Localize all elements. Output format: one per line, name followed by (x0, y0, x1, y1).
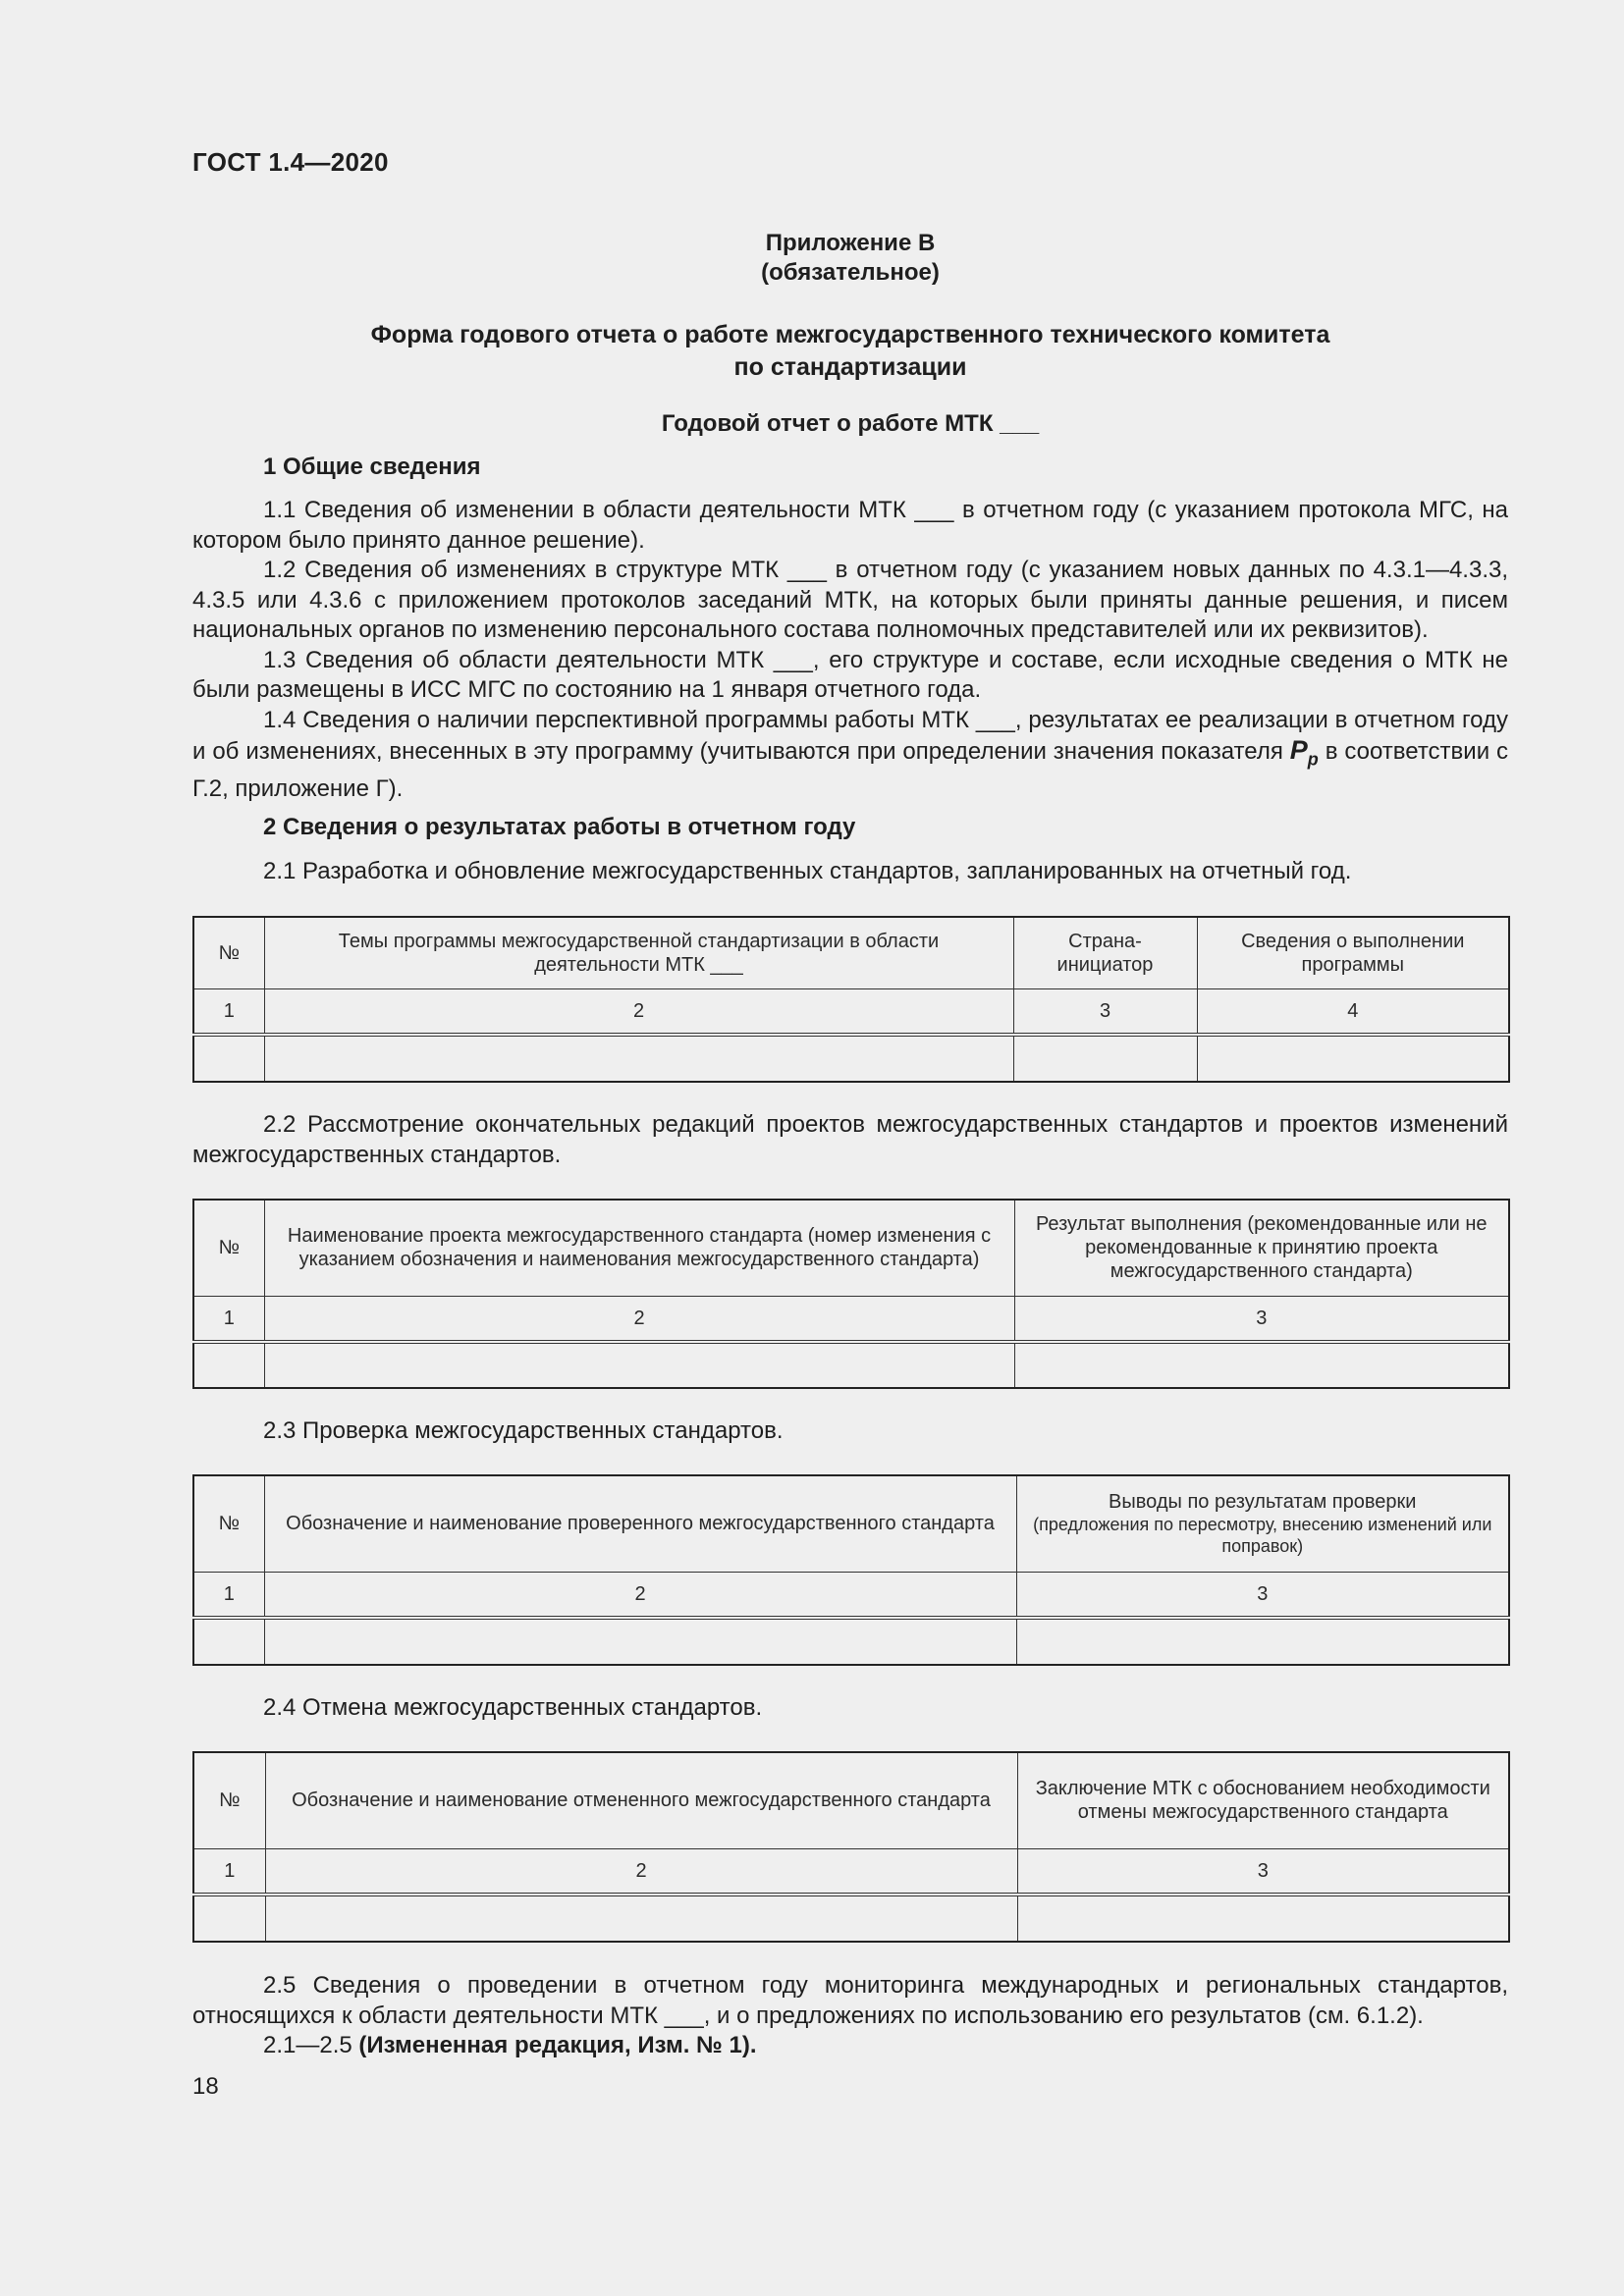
table-empty-cell (193, 1342, 264, 1388)
table-empty-cell (264, 1618, 1016, 1665)
table-header-cell: Заключение МТК с обоснованием необходимости отмены межгосударственного стандарта (1017, 1752, 1509, 1848)
table-header-cell: Страна-инициатор (1013, 917, 1197, 988)
indicator-p: P (1289, 735, 1308, 765)
table-header-cell: Темы программы межгосударственной стандартизации в области деятельности МТК ___ (264, 917, 1013, 988)
table-number-cell: 2 (264, 1572, 1016, 1618)
table-number-cell: 3 (1013, 988, 1197, 1035)
check-conclusions-title: Выводы по результатам проверки (1109, 1491, 1417, 1514)
section1-body (192, 496, 1508, 804)
table-empty-cell (1016, 1618, 1509, 1665)
document-header: ГОСТ 1.4—2020 (192, 147, 389, 177)
table-header-cell: № (193, 1475, 264, 1572)
table-header-cell: Сведения о выполнении программы (1197, 917, 1509, 988)
paragraph-1-4 (192, 706, 1508, 805)
table-number-row (193, 1296, 1509, 1342)
page-number: 18 (192, 2073, 219, 2100)
indicator-pp (1289, 735, 1319, 770)
table-header-cell: № (193, 1200, 264, 1296)
table-number-cell: 3 (1014, 1296, 1509, 1342)
table-draft-review (192, 1199, 1510, 1389)
table-empty-cell (265, 1895, 1017, 1942)
table-number-cell: 2 (264, 988, 1013, 1035)
paragraph-2-3: 2.3 Проверка межгосударственных стандартов. (263, 1417, 784, 1444)
table-number-cell: 2 (264, 1296, 1014, 1342)
table-header-row (193, 1475, 1509, 1572)
table-number-cell: 3 (1016, 1572, 1509, 1618)
table-empty-cell (1013, 1035, 1197, 1082)
paragraph-2-4: 2.4 Отмена межгосударственных стандартов. (263, 1694, 763, 1721)
table-number-row (193, 988, 1509, 1035)
indicator-p-sub: p (1307, 749, 1319, 770)
table-empty-row (193, 1895, 1509, 1942)
table-empty-cell (264, 1035, 1013, 1082)
table-header-cell: Результат выполнения (рекомендованные или не рекомендованные к принятию проекта межгосударственного стандарта) (1014, 1200, 1509, 1296)
section2-heading: 2 Сведения о результатах работы в отчетном году (263, 814, 856, 840)
section1-heading: 1 Общие сведения (263, 454, 481, 480)
table-number-cell: 1 (193, 1572, 264, 1618)
table-number-cell: 1 (193, 1296, 264, 1342)
form-title-line1: Форма годового отчета о работе межгосударственного технического комитета (370, 321, 1330, 348)
form-title-line2: по стандартизации (733, 353, 967, 381)
report-title: Годовой отчет о работе МТК ___ (661, 410, 1040, 437)
table-header-row (193, 917, 1509, 988)
table-number-cell: 3 (1017, 1848, 1509, 1895)
table-empty-cell (1197, 1035, 1509, 1082)
paragraph-2-5: 2.5 Сведения о проведении в отчетном году мониторинга международных и региональных стандартов, относящихся к области деятельности МТК ___, и о предложениях по использованию его результатов (см. 6.1.2). (192, 1972, 1508, 2029)
table-number-row (193, 1848, 1509, 1895)
table-number-cell: 1 (193, 988, 264, 1035)
table-empty-row (193, 1035, 1509, 1082)
paragraph-1-3: 1.3 Сведения об области деятельности МТК ___, его структуре и составе, если исходные сведения о МТК не были размещены в ИСС МГС по состоянию на 1 января отчетного года. (192, 646, 1508, 703)
appendix-note: (обязательное) (761, 259, 940, 286)
paragraph-2-2: 2.2 Рассмотрение окончательных редакций проектов межгосударственных стандартов и проектов изменений межгосударственных стандартов. (192, 1111, 1508, 1168)
table-standards-check (192, 1474, 1510, 1666)
table-number-cell: 4 (1197, 988, 1509, 1035)
table-header-cell: № (193, 1752, 265, 1848)
table-header-row (193, 1200, 1509, 1296)
table-empty-cell (264, 1342, 1014, 1388)
amendment-range: 2.1—2.5 (263, 2032, 359, 2058)
table-empty-cell (193, 1035, 264, 1082)
table-header-cell: № (193, 917, 264, 988)
table-number-cell: 2 (265, 1848, 1017, 1895)
table-header-row (193, 1752, 1509, 1848)
paragraph-1-4-text-a: 1.4 Сведения о наличии перспективной программы работы МТК ___, результатах ее реализации в отчетном году и об изменениях, внесенных в эту программу (учитываются при определении значения показателя (192, 706, 1508, 765)
table-program-topics (192, 916, 1510, 1083)
table-empty-cell (1014, 1342, 1509, 1388)
table-empty-cell (1017, 1895, 1509, 1942)
table-standards-cancel (192, 1751, 1510, 1943)
table-empty-row (193, 1342, 1509, 1388)
table-empty-cell (193, 1618, 264, 1665)
paragraph-2-1: 2.1 Разработка и обновление межгосударственных стандартов, запланированных на отчетный год. (263, 858, 1352, 884)
paragraph-1-4-text-b: в соответствии с Г.2, приложение Г). (192, 738, 1509, 802)
table-empty-row (193, 1618, 1509, 1665)
check-conclusions-note: (предложения по пересмотру, внесению изменений или поправок) (1033, 1515, 1492, 1557)
table-number-row (193, 1572, 1509, 1618)
table-header-cell: Обозначение и наименование отмененного межгосударственного стандарта (265, 1752, 1017, 1848)
table-empty-cell (193, 1895, 265, 1942)
table-header-cell: Наименование проекта межгосударственного стандарта (номер изменения с указанием обозначения и наименования межгосударственного стандарта) (264, 1200, 1014, 1296)
paragraph-1-2: 1.2 Сведения об изменениях в структуре МТК ___ в отчетном году (с указанием новых данных по 4.3.1—4.3.3, 4.3.5 или 4.3.6 с приложением протоколов заседаний МТК, на которых были приняты данные решения, и писем национальных органов по изменению персонального состава полномочных представителей или их реквизитов). (192, 557, 1508, 643)
table-header-cell (1016, 1475, 1509, 1572)
appendix-title: Приложение В (765, 230, 936, 256)
table-number-cell: 1 (193, 1848, 265, 1895)
amendment-note: (Измененная редакция, Изм. № 1). (358, 2032, 757, 2058)
paragraph-1-1: 1.1 Сведения об изменении в области деятельности МТК ___ в отчетном году (с указанием протокола МГС, на котором было принято данное решение). (192, 497, 1508, 554)
table-header-cell: Обозначение и наименование проверенного межгосударственного стандарта (264, 1475, 1016, 1572)
paragraph-amendment (192, 2031, 1508, 2061)
